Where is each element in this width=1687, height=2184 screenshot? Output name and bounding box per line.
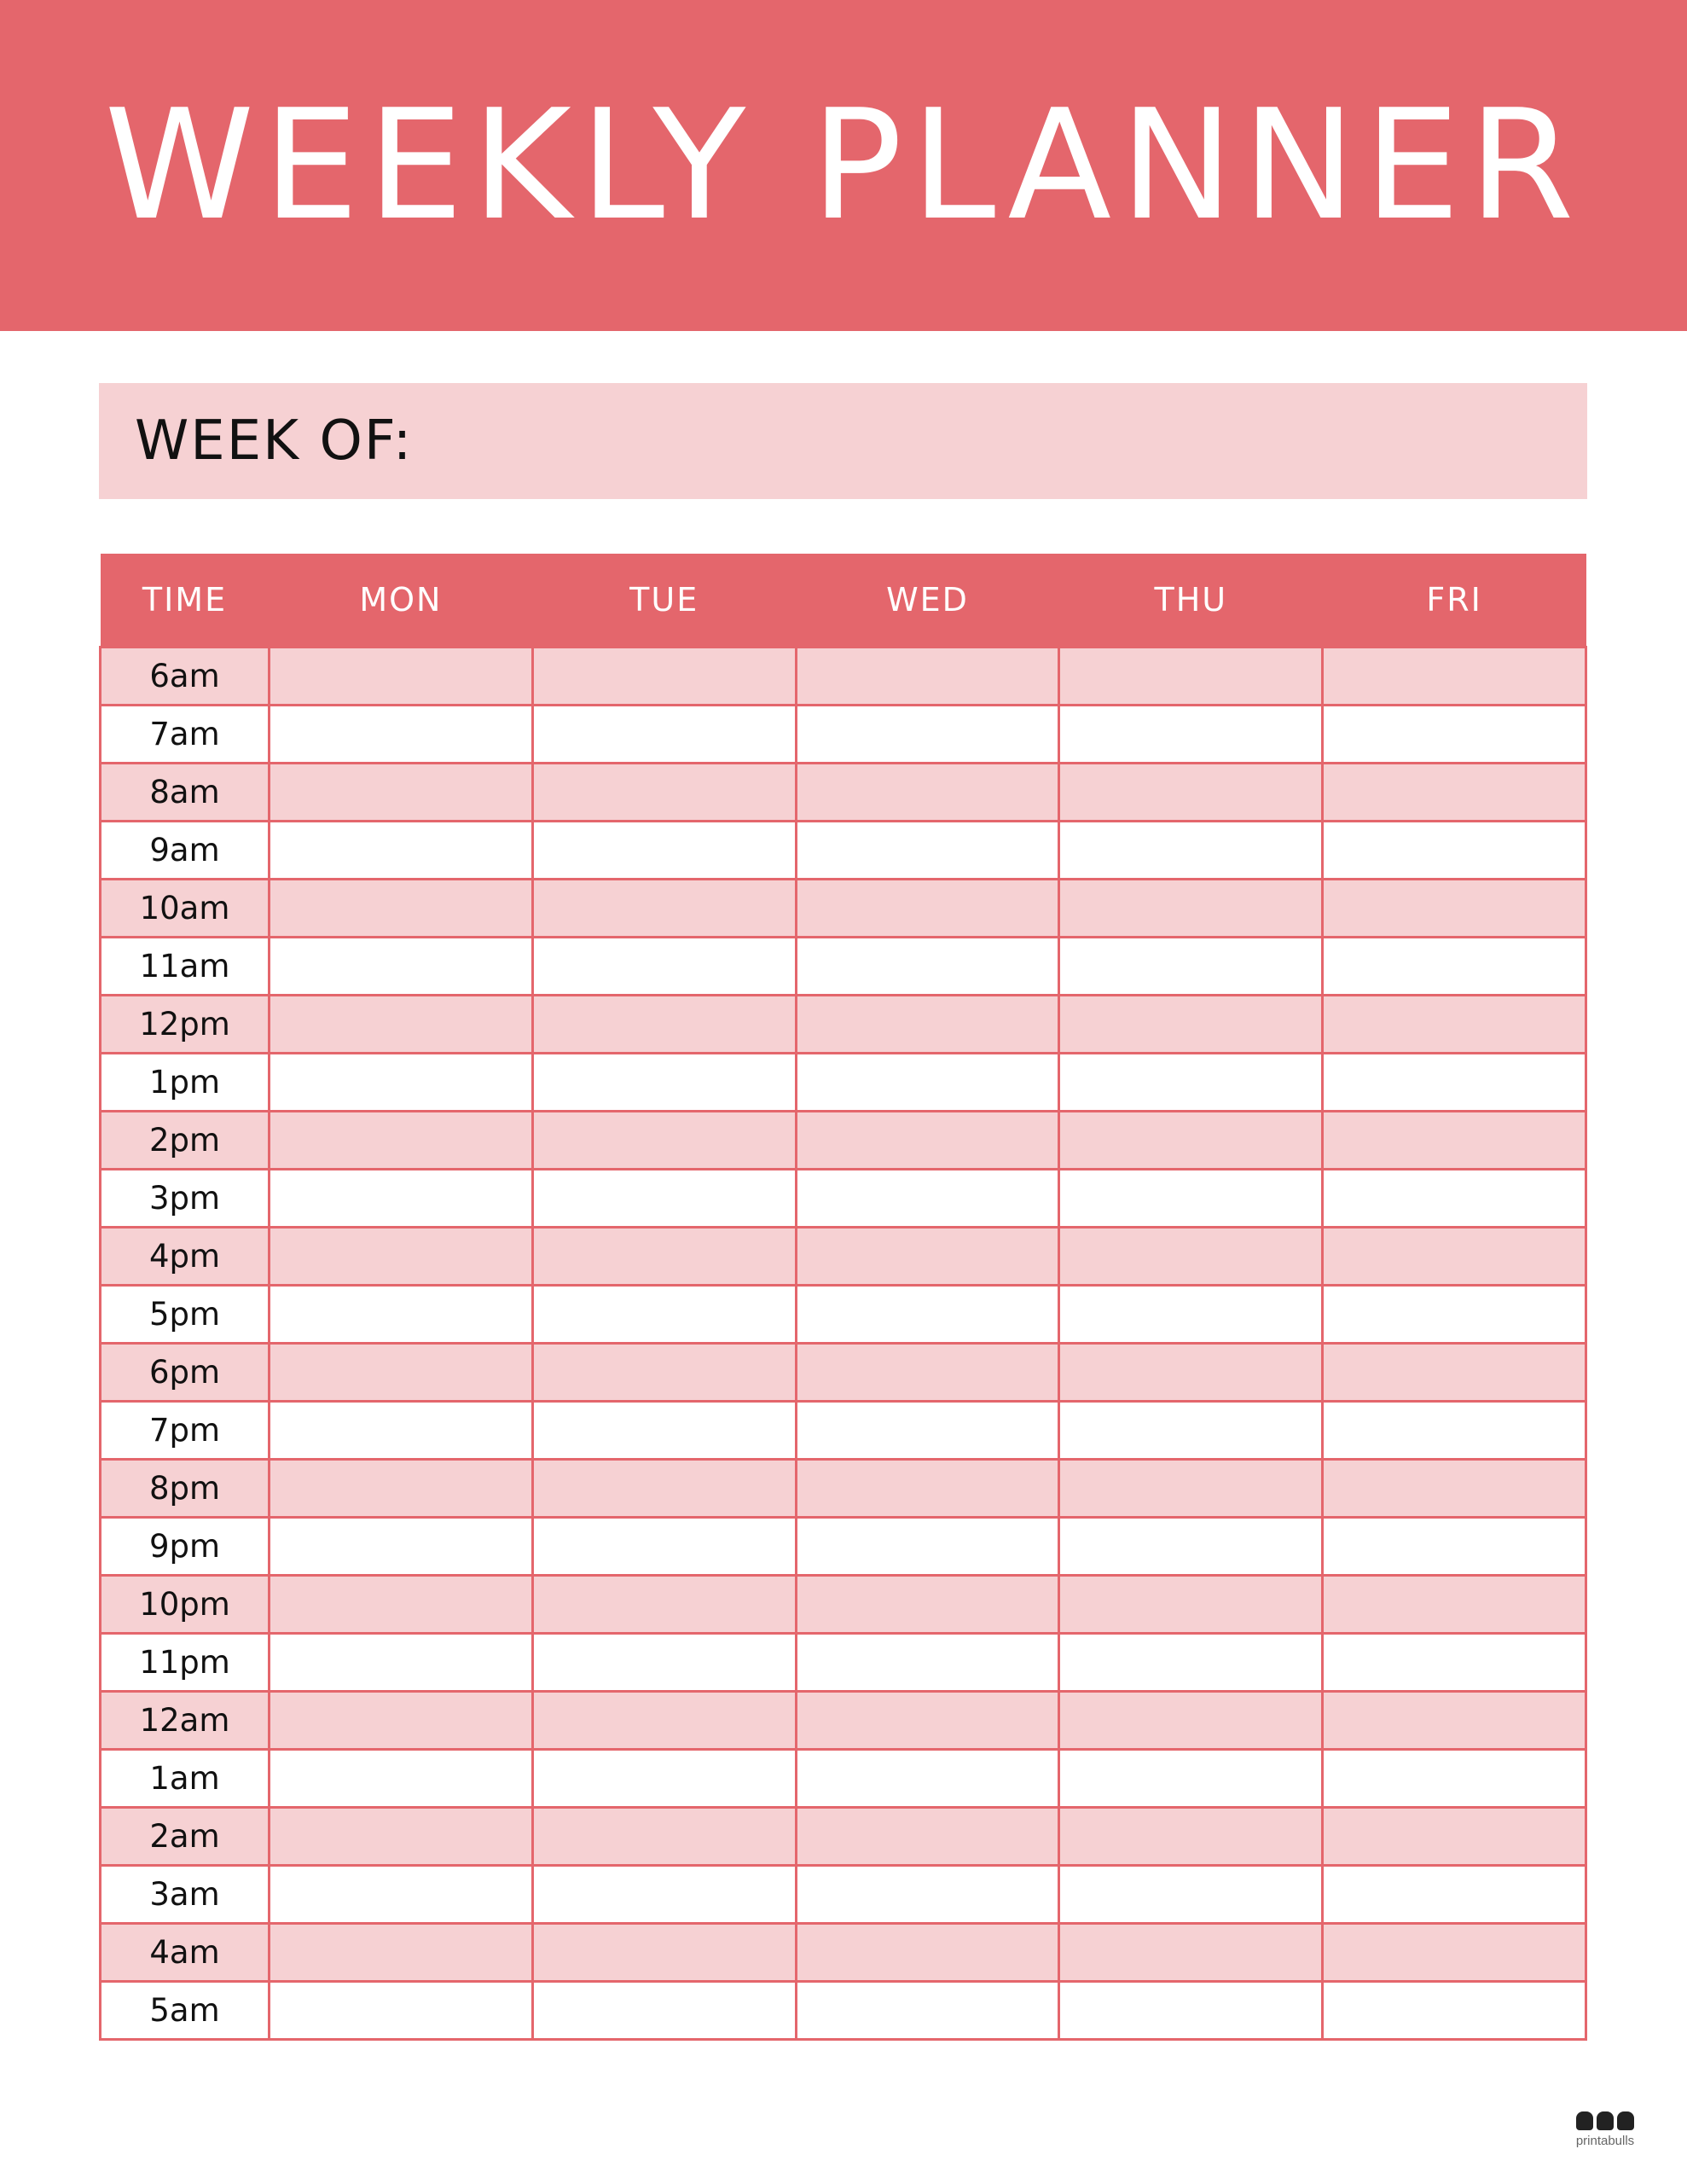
time-label: 7am (101, 706, 270, 764)
entry-cell-fri[interactable] (1323, 764, 1586, 822)
entry-cell-tue[interactable] (532, 1866, 796, 1924)
entry-cell-fri[interactable] (1323, 1518, 1586, 1576)
time-label: 5am (101, 1982, 270, 2040)
entry-cell-mon[interactable] (270, 1982, 533, 2040)
entry-cell-tue[interactable] (532, 1402, 796, 1460)
entry-cell-mon[interactable] (270, 1634, 533, 1692)
entry-cell-thu[interactable] (1059, 1808, 1323, 1866)
entry-cell-fri[interactable] (1323, 880, 1586, 938)
entry-cell-fri[interactable] (1323, 1402, 1586, 1460)
entry-cell-mon[interactable] (270, 764, 533, 822)
time-label: 3pm (101, 1170, 270, 1228)
time-label: 12pm (101, 996, 270, 1054)
entry-cell-fri[interactable] (1323, 1460, 1586, 1518)
entry-cell-mon[interactable] (270, 1170, 533, 1228)
entry-cell-wed[interactable] (796, 1286, 1059, 1344)
time-label: 6am (101, 648, 270, 706)
column-header-tue: TUE (532, 554, 796, 648)
entry-cell-thu[interactable] (1059, 1344, 1323, 1402)
entry-cell-thu[interactable] (1059, 1982, 1323, 2040)
entry-cell-wed[interactable] (796, 938, 1059, 996)
entry-cell-wed[interactable] (796, 1576, 1059, 1634)
week-of-label: WEEK OF: (135, 410, 414, 473)
entry-cell-thu[interactable] (1059, 1692, 1323, 1750)
entry-cell-thu[interactable] (1059, 938, 1323, 996)
entry-cell-wed[interactable] (796, 1808, 1059, 1866)
entry-cell-mon[interactable] (270, 880, 533, 938)
entry-cell-mon[interactable] (270, 1692, 533, 1750)
planner-table (99, 554, 1587, 2041)
entry-cell-thu[interactable] (1059, 880, 1323, 938)
entry-cell-tue[interactable] (532, 1808, 796, 1866)
time-label: 1am (101, 1750, 270, 1808)
time-label: 4pm (101, 1228, 270, 1286)
entry-cell-tue[interactable] (532, 706, 796, 764)
entry-cell-wed[interactable] (796, 1344, 1059, 1402)
entry-cell-fri[interactable] (1323, 996, 1586, 1054)
table-row (101, 1228, 1586, 1286)
printabulls-logo (1566, 2111, 1644, 2163)
entry-cell-wed[interactable] (796, 1402, 1059, 1460)
time-label: 11am (101, 938, 270, 996)
table-row (101, 1982, 1586, 2040)
entry-cell-mon[interactable] (270, 822, 533, 880)
entry-cell-mon[interactable] (270, 648, 533, 706)
time-label: 9pm (101, 1518, 270, 1576)
column-header-thu: THU (1059, 554, 1323, 648)
time-label: 7pm (101, 1402, 270, 1460)
entry-cell-thu[interactable] (1059, 1924, 1323, 1982)
time-label: 1pm (101, 1054, 270, 1112)
time-label: 11pm (101, 1634, 270, 1692)
entry-cell-thu[interactable] (1059, 648, 1323, 706)
table-row (101, 1518, 1586, 1576)
time-label: 2am (101, 1808, 270, 1866)
entry-cell-wed[interactable] (796, 996, 1059, 1054)
entry-cell-fri[interactable] (1323, 1170, 1586, 1228)
entry-cell-mon[interactable] (270, 1344, 533, 1402)
time-label: 9am (101, 822, 270, 880)
entry-cell-mon[interactable] (270, 1576, 533, 1634)
table-row (101, 1924, 1586, 1982)
table-row (101, 1866, 1586, 1924)
entry-cell-mon[interactable] (270, 1460, 533, 1518)
entry-cell-wed[interactable] (796, 1170, 1059, 1228)
entry-cell-thu[interactable] (1059, 1576, 1323, 1634)
entry-cell-wed[interactable] (796, 648, 1059, 706)
time-label: 4am (101, 1924, 270, 1982)
entry-cell-tue[interactable] (532, 1924, 796, 1982)
table-row (101, 1402, 1586, 1460)
entry-cell-thu[interactable] (1059, 1460, 1323, 1518)
entry-cell-mon[interactable] (270, 1866, 533, 1924)
entry-cell-fri[interactable] (1323, 1634, 1586, 1692)
entry-cell-thu[interactable] (1059, 1112, 1323, 1170)
entry-cell-thu[interactable] (1059, 706, 1323, 764)
entry-cell-wed[interactable] (796, 1518, 1059, 1576)
entry-cell-wed[interactable] (796, 822, 1059, 880)
entry-cell-mon[interactable] (270, 1112, 533, 1170)
table-row (101, 706, 1586, 764)
entry-cell-thu[interactable] (1059, 1866, 1323, 1924)
entry-cell-mon[interactable] (270, 1924, 533, 1982)
entry-cell-wed[interactable] (796, 880, 1059, 938)
entry-cell-wed[interactable] (796, 1460, 1059, 1518)
table-row (101, 1054, 1586, 1112)
entry-cell-wed[interactable] (796, 1924, 1059, 1982)
entry-cell-fri[interactable] (1323, 1924, 1586, 1982)
entry-cell-thu[interactable] (1059, 1750, 1323, 1808)
entry-cell-fri[interactable] (1323, 648, 1586, 706)
entry-cell-mon[interactable] (270, 1518, 533, 1576)
column-header-mon: MON (270, 554, 533, 648)
entry-cell-fri[interactable] (1323, 938, 1586, 996)
column-header-wed: WED (796, 554, 1059, 648)
table-row (101, 1634, 1586, 1692)
time-label: 10am (101, 880, 270, 938)
header-row (101, 554, 1586, 648)
time-label: 6pm (101, 1344, 270, 1402)
entry-cell-tue[interactable] (532, 1228, 796, 1286)
entry-cell-mon[interactable] (270, 1054, 533, 1112)
table-row (101, 1112, 1586, 1170)
entry-cell-wed[interactable] (796, 1866, 1059, 1924)
table-row (101, 822, 1586, 880)
entry-cell-tue[interactable] (532, 1982, 796, 2040)
table-row (101, 996, 1586, 1054)
entry-cell-fri[interactable] (1323, 822, 1586, 880)
entry-cell-tue[interactable] (532, 764, 796, 822)
entry-cell-tue[interactable] (532, 1692, 796, 1750)
entry-cell-fri[interactable] (1323, 1112, 1586, 1170)
entry-cell-tue[interactable] (532, 1518, 796, 1576)
entry-cell-mon[interactable] (270, 1286, 533, 1344)
entry-cell-mon[interactable] (270, 1750, 533, 1808)
entry-cell-wed[interactable] (796, 1692, 1059, 1750)
table-row (101, 1344, 1586, 1402)
entry-cell-thu[interactable] (1059, 1228, 1323, 1286)
entry-cell-thu[interactable] (1059, 1518, 1323, 1576)
time-label: 8pm (101, 1460, 270, 1518)
column-header-fri: FRI (1323, 554, 1586, 648)
entry-cell-thu[interactable] (1059, 1286, 1323, 1344)
entry-cell-wed[interactable] (796, 1750, 1059, 1808)
time-label: 3am (101, 1866, 270, 1924)
entry-cell-tue[interactable] (532, 938, 796, 996)
entry-cell-thu[interactable] (1059, 996, 1323, 1054)
entry-cell-fri[interactable] (1323, 1286, 1586, 1344)
page-title: WEEKLY PLANNER (104, 77, 1583, 253)
entry-cell-wed[interactable] (796, 706, 1059, 764)
time-label: 12am (101, 1692, 270, 1750)
time-label: 2pm (101, 1112, 270, 1170)
entry-cell-tue[interactable] (532, 1460, 796, 1518)
column-header-time: TIME (101, 554, 270, 648)
entry-cell-fri[interactable] (1323, 1054, 1586, 1112)
table-row (101, 1286, 1586, 1344)
entry-cell-tue[interactable] (532, 1286, 796, 1344)
entry-cell-tue[interactable] (532, 1054, 796, 1112)
entry-cell-mon[interactable] (270, 996, 533, 1054)
entry-cell-thu[interactable] (1059, 1402, 1323, 1460)
table-row (101, 1460, 1586, 1518)
table-row (101, 648, 1586, 706)
table-row (101, 938, 1586, 996)
logo-wordmark: printabulls (1575, 2134, 1635, 2148)
entry-cell-tue[interactable] (532, 648, 796, 706)
entry-cell-wed[interactable] (796, 1054, 1059, 1112)
entry-cell-fri[interactable] (1323, 1866, 1586, 1924)
entry-cell-tue[interactable] (532, 1112, 796, 1170)
entry-cell-mon[interactable] (270, 1402, 533, 1460)
entry-cell-tue[interactable] (532, 1750, 796, 1808)
entry-cell-mon[interactable] (270, 1808, 533, 1866)
entry-cell-fri[interactable] (1323, 1750, 1586, 1808)
entry-cell-fri[interactable] (1323, 706, 1586, 764)
entry-cell-thu[interactable] (1059, 1170, 1323, 1228)
table-row (101, 1576, 1586, 1634)
entry-cell-mon[interactable] (270, 938, 533, 996)
entry-cell-thu[interactable] (1059, 1634, 1323, 1692)
entry-cell-tue[interactable] (532, 1170, 796, 1228)
entry-cell-wed[interactable] (796, 1228, 1059, 1286)
entry-cell-wed[interactable] (796, 1634, 1059, 1692)
table-row (101, 1808, 1586, 1866)
entry-cell-fri[interactable] (1323, 1808, 1586, 1866)
entry-cell-fri[interactable] (1323, 1692, 1586, 1750)
entry-cell-wed[interactable] (796, 1982, 1059, 2040)
table-row (101, 880, 1586, 938)
bulldog-icon (1566, 2111, 1644, 2130)
table-row (101, 764, 1586, 822)
time-label: 5pm (101, 1286, 270, 1344)
week-of-bar[interactable] (99, 383, 1587, 499)
entry-cell-thu[interactable] (1059, 764, 1323, 822)
entry-cell-tue[interactable] (532, 1634, 796, 1692)
entry-cell-fri[interactable] (1323, 1228, 1586, 1286)
table-row (101, 1692, 1586, 1750)
entry-cell-wed[interactable] (796, 764, 1059, 822)
entry-cell-fri[interactable] (1323, 1344, 1586, 1402)
entry-cell-tue[interactable] (532, 996, 796, 1054)
entry-cell-tue[interactable] (532, 822, 796, 880)
time-label: 8am (101, 764, 270, 822)
entry-cell-wed[interactable] (796, 1112, 1059, 1170)
entry-cell-fri[interactable] (1323, 1982, 1586, 2040)
entry-cell-tue[interactable] (532, 1344, 796, 1402)
table-row (101, 1750, 1586, 1808)
time-label: 10pm (101, 1576, 270, 1634)
entry-cell-mon[interactable] (270, 1228, 533, 1286)
entry-cell-tue[interactable] (532, 880, 796, 938)
title-banner (0, 0, 1687, 331)
table-row (101, 1170, 1586, 1228)
entry-cell-fri[interactable] (1323, 1576, 1586, 1634)
entry-cell-mon[interactable] (270, 706, 533, 764)
entry-cell-tue[interactable] (532, 1576, 796, 1634)
entry-cell-thu[interactable] (1059, 1054, 1323, 1112)
entry-cell-thu[interactable] (1059, 822, 1323, 880)
